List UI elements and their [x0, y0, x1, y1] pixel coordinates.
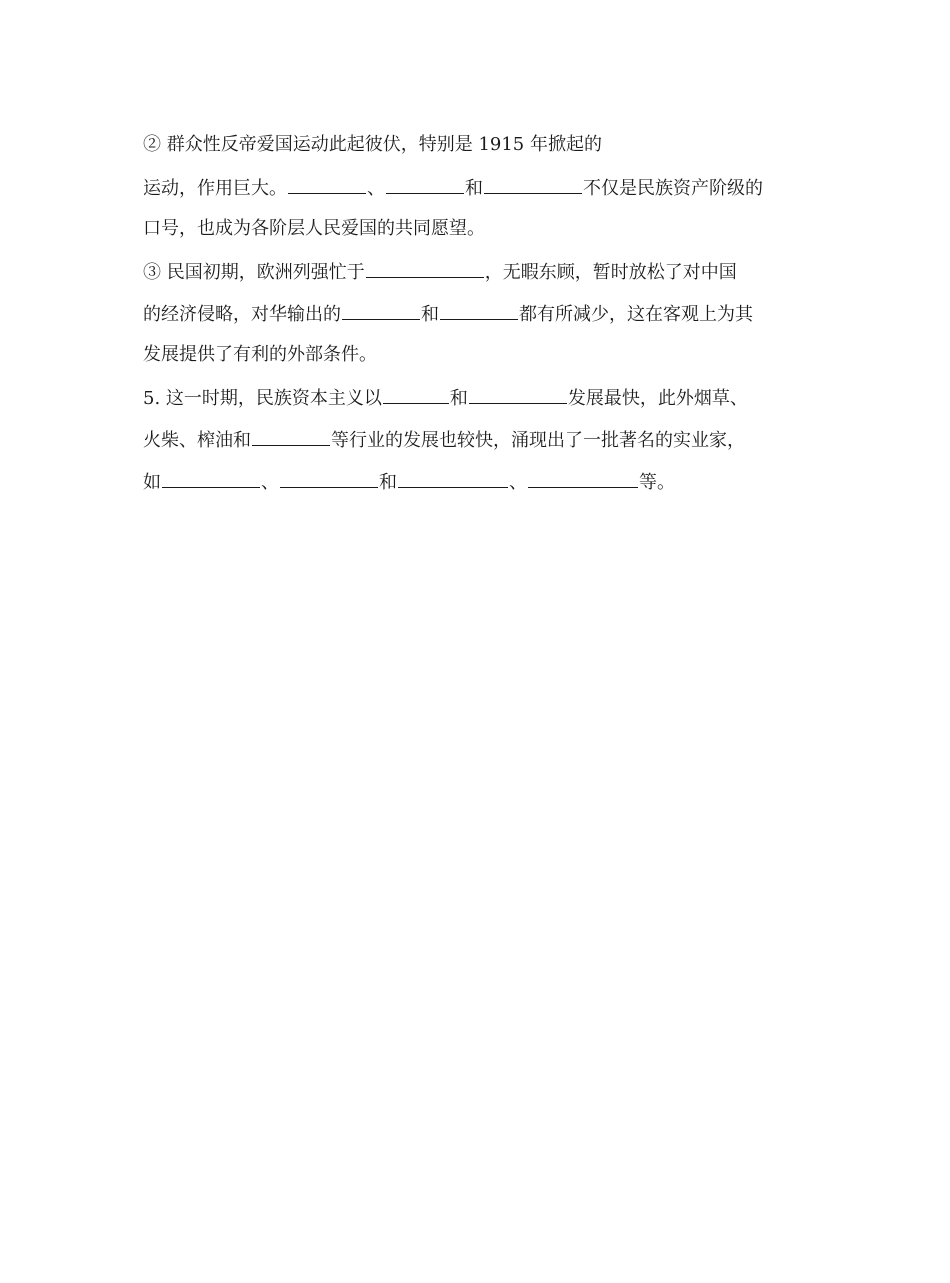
- text-line-6: [143, 341, 813, 383]
- text-segment: 、: [261, 472, 279, 493]
- text-line-8: [143, 425, 813, 467]
- text-line-5: [143, 299, 813, 341]
- text-segment: 口号，也成为各阶层人民爱国的共同愿望。: [143, 218, 485, 239]
- text-segment: 发展最快，此外烟草、: [567, 388, 748, 409]
- text-segment: 都有所减少，这在客观上为其: [519, 304, 753, 325]
- text-line-7: [143, 383, 813, 425]
- text-segment: 火柴、榨油和: [143, 430, 251, 451]
- fill-blank[interactable]: [288, 173, 366, 194]
- fill-blank[interactable]: [383, 383, 449, 404]
- text-segment: ，无暇东顾，暂时放松了对中国: [484, 262, 737, 283]
- text-segment: 等行业的发展也较快，涌现出了一批著名的实业家，: [331, 430, 745, 451]
- text-line-9: [143, 467, 813, 509]
- text-segment: 、: [367, 178, 385, 199]
- fill-blank[interactable]: [440, 299, 518, 320]
- fill-blank[interactable]: [252, 425, 330, 446]
- fill-blank[interactable]: [280, 467, 378, 488]
- fill-blank[interactable]: [162, 467, 260, 488]
- text-line-3: [143, 215, 813, 257]
- fill-blank[interactable]: [398, 467, 508, 488]
- text-segment: 的经济侵略，对华输出的: [143, 304, 341, 325]
- text-segment: 不仅是民族资产阶级的: [583, 178, 763, 199]
- fill-blank[interactable]: [342, 299, 420, 320]
- text-segment: ③ 民国初期，欧洲列强忙于: [143, 262, 365, 283]
- text-line-4: [143, 257, 813, 299]
- fill-blank[interactable]: [386, 173, 464, 194]
- text-segment: 如: [143, 472, 161, 493]
- text-segment: ② 群众性反帝爱国运动此起彼伏，特别是 1915 年掀起的: [143, 134, 602, 155]
- fill-blank[interactable]: [528, 467, 638, 488]
- text-segment: 、: [509, 472, 527, 493]
- text-segment: 和: [379, 472, 397, 493]
- document-body: [143, 131, 813, 509]
- text-segment: 发展提供了有利的外部条件。: [143, 344, 377, 365]
- text-segment: 和: [465, 178, 483, 199]
- fill-blank[interactable]: [484, 173, 582, 194]
- text-segment: 和: [421, 304, 439, 325]
- text-line-1: [143, 131, 813, 173]
- fill-blank[interactable]: [366, 257, 484, 278]
- fill-blank[interactable]: [469, 383, 567, 404]
- text-segment: 运动，作用巨大。: [143, 178, 287, 199]
- text-segment: 等。: [639, 472, 675, 493]
- text-line-2: [143, 173, 813, 215]
- text-segment: 和: [449, 388, 468, 409]
- text-segment: 5. 这一时期，民族资本主义以: [143, 388, 382, 409]
